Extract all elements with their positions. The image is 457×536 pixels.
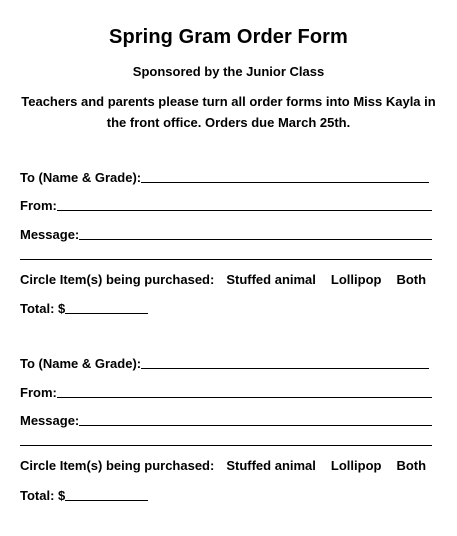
circle-items-prompt: Circle Item(s) being purchased:: [20, 272, 215, 287]
to-label: To (Name & Grade):: [20, 356, 142, 371]
instructions-text: Teachers and parents please turn all order forms into Miss Kayla in the front office. Orders due March 25th.: [21, 94, 436, 130]
option-lollipop[interactable]: Lollipop: [330, 272, 382, 287]
circle-items-prompt: Circle Item(s) being purchased:: [20, 458, 215, 473]
circle-items-row: [20, 272, 434, 287]
from-label: From:: [20, 198, 57, 213]
to-field[interactable]: [20, 167, 429, 185]
option-lollipop[interactable]: Lollipop: [330, 458, 382, 473]
total-line[interactable]: [65, 500, 148, 501]
from-line[interactable]: [57, 397, 432, 398]
to-label: To (Name & Grade):: [20, 170, 142, 185]
option-both[interactable]: Both: [396, 458, 427, 473]
page-subtitle: Sponsored by the Junior Class: [132, 64, 325, 79]
message-continuation-line[interactable]: [20, 445, 432, 446]
total-label: Total: $: [20, 488, 66, 503]
message-field[interactable]: [20, 410, 432, 428]
from-label: From:: [20, 385, 57, 400]
option-stuffed-animal[interactable]: Stuffed animal: [226, 458, 316, 473]
message-continuation-line[interactable]: [20, 259, 432, 260]
from-field[interactable]: [20, 382, 432, 400]
total-line[interactable]: [65, 313, 148, 314]
to-line[interactable]: [141, 368, 429, 369]
option-both[interactable]: Both: [396, 272, 427, 287]
to-field[interactable]: [20, 353, 429, 371]
option-stuffed-animal[interactable]: Stuffed animal: [226, 272, 316, 287]
message-field[interactable]: [20, 224, 432, 242]
from-field[interactable]: [20, 195, 432, 213]
circle-items-row: [20, 458, 434, 473]
message-label: Message:: [20, 227, 80, 242]
total-label: Total: $: [20, 301, 66, 316]
total-field[interactable]: [20, 485, 148, 503]
message-line[interactable]: [79, 239, 432, 240]
to-line[interactable]: [141, 182, 429, 183]
page-title: Spring Gram Order Form: [109, 26, 348, 48]
message-line[interactable]: [79, 425, 432, 426]
total-field[interactable]: [20, 298, 148, 316]
message-label: Message:: [20, 413, 80, 428]
from-line[interactable]: [57, 210, 432, 211]
